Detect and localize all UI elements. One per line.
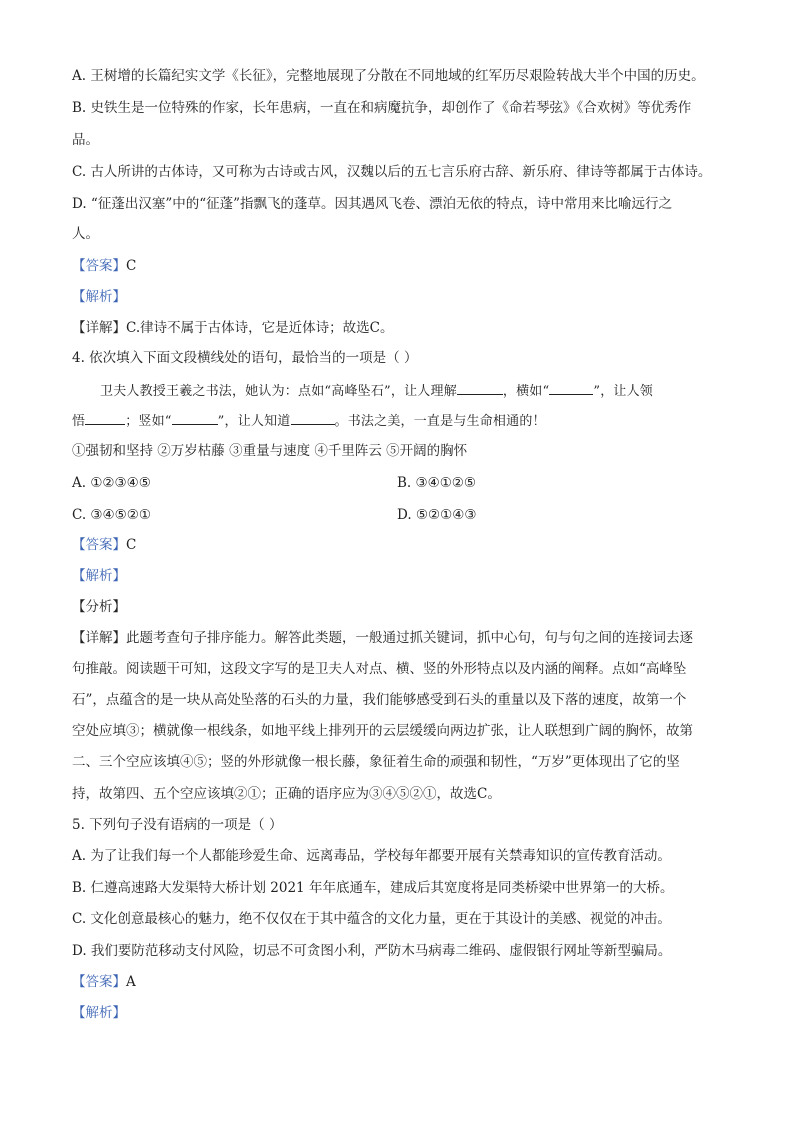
q4-detail-line4: 空处应填③；横就像一根线条，如地平线上排列开的云层缓缓向两边扩张，让人联想到广阔的胸怀，故第 — [72, 723, 693, 739]
q3-option-b-line1: B. 史铁生是一位特殊的作家，长年患病，一直在和病魔抗争，却创作了《命若琴弦》《合欢树》等优秀作 — [72, 100, 692, 116]
detail-text: 此题考查句子排序能力。解答此类题，一般通过抓关键词，抓中心句，句与句之间的连接词去逐 — [126, 630, 693, 646]
answer-tag: 【答案】 — [72, 537, 126, 553]
passage-text: ；竖如“ — [125, 414, 172, 429]
answer-value: C — [126, 537, 137, 553]
passage-text: ”，让人领 — [593, 384, 654, 399]
analysis-tag: 【解析】 — [72, 1005, 126, 1021]
blank-3 — [85, 410, 125, 425]
q5-analysis — [72, 1003, 722, 1023]
q5-option-b: B. 仁遵高速路大发渠特大桥计划 2021 年年底通车，建成后其宽度将是同类桥梁中世界第一的大桥。 — [72, 880, 674, 896]
q3-detail — [72, 318, 722, 338]
answer-value: A — [126, 974, 136, 990]
q4-detail-line5: 二、三个空应该填④⑤；竖的外形就像一根长藤，象征着生命的顽强和韧性，“万岁”更体现出了它的坚 — [72, 754, 680, 770]
fenxi-tag: 【分析】 — [72, 599, 126, 615]
q4-option-a: A. ①②③④⑤ — [72, 475, 151, 491]
q3-option-b-line2: 品。 — [72, 132, 99, 148]
analysis-tag: 【解析】 — [72, 289, 126, 305]
detail-text: C.律诗不属于古体诗，它是近体诗；故选C。 — [126, 320, 394, 336]
q4-analysis — [72, 566, 722, 586]
blank-4 — [172, 410, 218, 425]
analysis-tag: 【解析】 — [72, 568, 126, 584]
blank-5 — [291, 410, 335, 425]
passage-text: ”，让人知道 — [217, 414, 291, 429]
q3-option-d-line2: 人。 — [72, 226, 99, 242]
passage-text: 。书法之美，一直是与生命相通的！ — [334, 414, 546, 429]
q4-answer — [72, 535, 722, 555]
q5-answer — [72, 972, 722, 992]
q3-option-a: A. 王树增的长篇纪实文学《长征》，完整地展现了分散在不同地域的红军历尽艰险转战大半个中国的历史。 — [72, 68, 705, 84]
q4-passage-line2 — [72, 410, 722, 432]
q3-answer — [72, 256, 722, 276]
answer-tag: 【答案】 — [72, 258, 126, 274]
detail-tag: 【详解】 — [72, 630, 126, 646]
blank-1 — [457, 380, 503, 395]
q3-option-d-line1: D. “征蓬出汉塞”中的“征蓬”指飘飞的蓬草。因其遇风飞卷、漂泊无依的特点，诗中常用来比喻远行之 — [72, 196, 673, 212]
passage-text: ，横如“ — [502, 384, 550, 399]
q4-detail-line1 — [72, 628, 722, 648]
q4-option-b: B. ③④①②⑤ — [397, 475, 477, 491]
q4-fenxi — [72, 597, 722, 617]
q4-stem: 4. 依次填入下面文段横线处的语句，最恰当的一项是（ ） — [72, 350, 418, 366]
detail-tag: 【详解】 — [72, 320, 126, 336]
q5-option-c: C. 文化创意最核心的魅力，绝不仅仅在于其中蕴含的文化力量，更在于其设计的美感、视觉的冲击。 — [72, 911, 671, 927]
q3-analysis — [72, 287, 722, 307]
q5-option-d: D. 我们要防范移动支付风险，切忌不可贪图小利，严防木马病毒二维码、虚假银行网址等新型骗局。 — [72, 943, 672, 959]
q4-passage-line1 — [100, 380, 750, 402]
passage-text: 悟 — [72, 414, 86, 429]
answer-tag: 【答案】 — [72, 974, 126, 990]
q4-option-d: D. ⑤②①④③ — [397, 507, 477, 523]
q3-option-c: C. 古人所讲的古体诗，又可称为古诗或古风，汉魏以后的五七言乐府古辞、新乐府、律诗等都属于古体诗。 — [72, 164, 712, 180]
q4-detail-line3: 石”，点蕴含的是一块从高处坠落的石头的力量，我们能够感受到石头的重量以及下落的速度，故第一个 — [72, 692, 687, 708]
q4-items: ①强韧和坚持 ②万岁枯藤 ③重量与速度 ④千里阵云 ⑤开阔的胸怀 — [72, 443, 468, 459]
q5-stem: 5. 下列句子没有语病的一项是（ ） — [72, 817, 283, 833]
q4-detail-line2: 句推敲。阅读题干可知，这段文字写的是卫夫人对点、横、竖的外形特点以及内涵的阐释。点如“高峰坠 — [72, 661, 687, 677]
blank-2 — [549, 380, 593, 395]
answer-value: C — [126, 258, 137, 274]
q5-option-a: A. 为了让我们每一个人都能珍爱生命、远离毒品，学校每年都要开展有关禁毒知识的宣传教育活动。 — [72, 848, 671, 864]
passage-text: 卫夫人教授王羲之书法，她认为：点如“高峰坠石”，让人理解 — [100, 384, 457, 399]
q4-detail-line6: 持，故第四、五个空应该填②①；正确的语序应为③④⑤②①，故选C。 — [72, 786, 501, 802]
q4-option-c: C. ③④⑤②① — [72, 507, 151, 523]
